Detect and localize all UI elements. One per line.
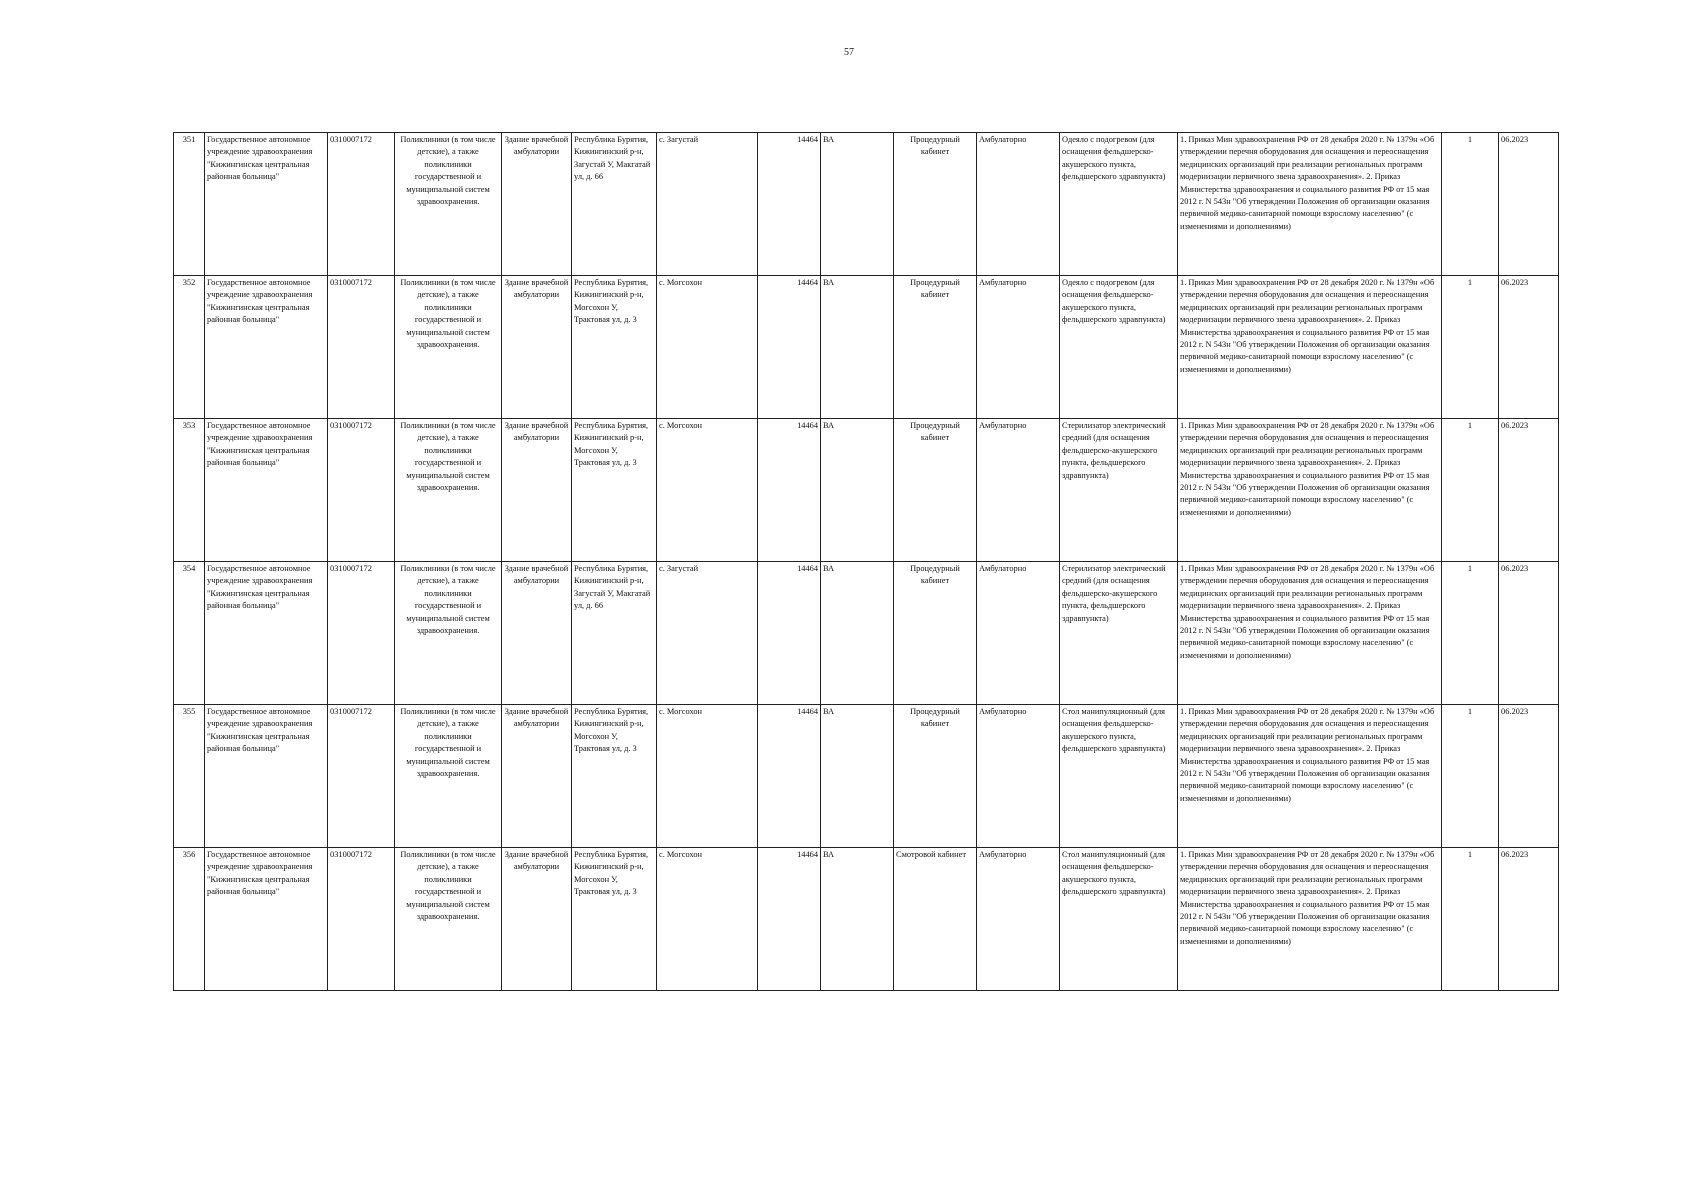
address: Республика Бурятия, Кижингинский р-н, Могсохон У, Трактовая ул, д. 3 (572, 705, 657, 848)
room: Процедурный кабинет (894, 562, 977, 705)
row-number: 351 (174, 133, 205, 276)
building: Здание врачебной амбулатории (502, 419, 572, 562)
quantity: 1 (1442, 562, 1499, 705)
row-number: 354 (174, 562, 205, 705)
equipment: Одеяло с подогревом (для оснащения фельдшерско-акушерского пункта, фельдшерского здравпункта) (1060, 133, 1178, 276)
row-number: 356 (174, 848, 205, 991)
locality: с. Могсохон (657, 705, 758, 848)
locality-code: 14464 (758, 848, 821, 991)
table-row (174, 419, 1559, 562)
legal-basis: 1. Приказ Мин здравоохранения РФ от 28 декабря 2020 г. № 1379н «Об утверждении перечня оборудования для оснащения и переоснащения медицинских организаций при реализации региональных программ модернизации первичного звена здравоохранения». 2. Приказ Министерства здравоохранения и социального развития РФ от 15 мая 2012 г. N 543н "Об утверждении Положения об организации оказания первичной медико-санитарной помощи взрослому населению" (с изменениями и дополнениями) (1178, 276, 1442, 419)
building: Здание врачебной амбулатории (502, 705, 572, 848)
care-form: Амбулаторно (977, 705, 1060, 848)
date: 06.2023 (1499, 276, 1559, 419)
legal-basis: 1. Приказ Мин здравоохранения РФ от 28 декабря 2020 г. № 1379н «Об утверждении перечня оборудования для оснащения и переоснащения медицинских организаций при реализации региональных программ модернизации первичного звена здравоохранения». 2. Приказ Министерства здравоохранения и социального развития РФ от 15 мая 2012 г. N 543н "Об утверждении Положения об организации оказания первичной медико-санитарной помощи взрослому населению" (с изменениями и дополнениями) (1178, 562, 1442, 705)
page-number: 57 (844, 47, 854, 58)
row-number: 353 (174, 419, 205, 562)
facility-type: Поликлиники (в том числе детские), а также поликлиники государственной и муниципальной систем здравоохранения. (395, 133, 502, 276)
locality-code: 14464 (758, 419, 821, 562)
facility-type: Поликлиники (в том числе детские), а также поликлиники государственной и муниципальной систем здравоохранения. (395, 276, 502, 419)
locality: с. Загустай (657, 562, 758, 705)
equipment: Стерилизатор электрический средний (для оснащения фельдшерско-акушерского пункта, фельдшерского здравпункта) (1060, 562, 1178, 705)
equipment: Стол манипуляционный (для оснащения фельдшерско-акушерского пункта, фельдшерского здравпункта) (1060, 848, 1178, 991)
address: Республика Бурятия, Кижингинский р-н, Загустай У, Макгатай ул, д. 66 (572, 562, 657, 705)
locality: с. Могсохон (657, 419, 758, 562)
organization-code: 0310007172 (328, 705, 395, 848)
date: 06.2023 (1499, 562, 1559, 705)
organization-code: 0310007172 (328, 562, 395, 705)
legal-basis: 1. Приказ Мин здравоохранения РФ от 28 декабря 2020 г. № 1379н «Об утверждении перечня оборудования для оснащения и переоснащения медицинских организаций при реализации региональных программ модернизации первичного звена здравоохранения». 2. Приказ Министерства здравоохранения и социального развития РФ от 15 мая 2012 г. N 543н "Об утверждении Положения об организации оказания первичной медико-санитарной помощи взрослому населению" (с изменениями и дополнениями) (1178, 133, 1442, 276)
organization-code: 0310007172 (328, 848, 395, 991)
address: Республика Бурятия, Кижингинский р-н, Могсохон У, Трактовая ул, д. 3 (572, 848, 657, 991)
room: Процедурный кабинет (894, 133, 977, 276)
locality: с. Могсохон (657, 276, 758, 419)
building: Здание врачебной амбулатории (502, 562, 572, 705)
facility-type: Поликлиники (в том числе детские), а также поликлиники государственной и муниципальной систем здравоохранения. (395, 562, 502, 705)
locality-code: 14464 (758, 562, 821, 705)
facility-type: Поликлиники (в том числе детские), а также поликлиники государственной и муниципальной систем здравоохранения. (395, 848, 502, 991)
organization-code: 0310007172 (328, 276, 395, 419)
organization-name: Государственное автономное учреждение здравоохранения "Кижингинская центральная районная больница" (205, 848, 328, 991)
care-form: Амбулаторно (977, 133, 1060, 276)
facility-type: Поликлиники (в том числе детские), а также поликлиники государственной и муниципальной систем здравоохранения. (395, 419, 502, 562)
equipment-table (173, 132, 1559, 991)
organization-code: 0310007172 (328, 133, 395, 276)
organization-name: Государственное автономное учреждение здравоохранения "Кижингинская центральная районная больница" (205, 276, 328, 419)
organization-code: 0310007172 (328, 419, 395, 562)
equipment: Стерилизатор электрический средний (для оснащения фельдшерско-акушерского пункта, фельдшерского здравпункта) (1060, 419, 1178, 562)
quantity: 1 (1442, 848, 1499, 991)
organization-name: Государственное автономное учреждение здравоохранения "Кижингинская центральная районная больница" (205, 419, 328, 562)
locality-code: 14464 (758, 276, 821, 419)
quantity: 1 (1442, 276, 1499, 419)
facility-type: Поликлиники (в том числе детские), а также поликлиники государственной и муниципальной систем здравоохранения. (395, 705, 502, 848)
unit-type: ВА (821, 562, 894, 705)
organization-name: Государственное автономное учреждение здравоохранения "Кижингинская центральная районная больница" (205, 133, 328, 276)
room: Процедурный кабинет (894, 276, 977, 419)
locality: с. Загустай (657, 133, 758, 276)
care-form: Амбулаторно (977, 848, 1060, 991)
unit-type: ВА (821, 276, 894, 419)
table-row (174, 705, 1559, 848)
building: Здание врачебной амбулатории (502, 848, 572, 991)
date: 06.2023 (1499, 848, 1559, 991)
care-form: Амбулаторно (977, 276, 1060, 419)
equipment: Стол манипуляционный (для оснащения фельдшерско-акушерского пункта, фельдшерского здравпункта) (1060, 705, 1178, 848)
unit-type: ВА (821, 848, 894, 991)
equipment: Одеяло с подогревом (для оснащения фельдшерско-акушерского пункта, фельдшерского здравпункта) (1060, 276, 1178, 419)
date: 06.2023 (1499, 133, 1559, 276)
locality-code: 14464 (758, 705, 821, 848)
unit-type: ВА (821, 705, 894, 848)
legal-basis: 1. Приказ Мин здравоохранения РФ от 28 декабря 2020 г. № 1379н «Об утверждении перечня оборудования для оснащения и переоснащения медицинских организаций при реализации региональных программ модернизации первичного звена здравоохранения». 2. Приказ Министерства здравоохранения и социального развития РФ от 15 мая 2012 г. N 543н "Об утверждении Положения об организации оказания первичной медико-санитарной помощи взрослому населению" (с изменениями и дополнениями) (1178, 705, 1442, 848)
legal-basis: 1. Приказ Мин здравоохранения РФ от 28 декабря 2020 г. № 1379н «Об утверждении перечня оборудования для оснащения и переоснащения медицинских организаций при реализации региональных программ модернизации первичного звена здравоохранения». 2. Приказ Министерства здравоохранения и социального развития РФ от 15 мая 2012 г. N 543н "Об утверждении Положения об организации оказания первичной медико-санитарной помощи взрослому населению" (с изменениями и дополнениями) (1178, 848, 1442, 991)
legal-basis: 1. Приказ Мин здравоохранения РФ от 28 декабря 2020 г. № 1379н «Об утверждении перечня оборудования для оснащения и переоснащения медицинских организаций при реализации региональных программ модернизации первичного звена здравоохранения». 2. Приказ Министерства здравоохранения и социального развития РФ от 15 мая 2012 г. N 543н "Об утверждении Положения об организации оказания первичной медико-санитарной помощи взрослому населению" (с изменениями и дополнениями) (1178, 419, 1442, 562)
care-form: Амбулаторно (977, 562, 1060, 705)
room: Смотровой кабинет (894, 848, 977, 991)
care-form: Амбулаторно (977, 419, 1060, 562)
address: Республика Бурятия, Кижингинский р-н, Могсохон У, Трактовая ул, д. 3 (572, 419, 657, 562)
quantity: 1 (1442, 419, 1499, 562)
quantity: 1 (1442, 705, 1499, 848)
locality-code: 14464 (758, 133, 821, 276)
table-row (174, 276, 1559, 419)
room: Процедурный кабинет (894, 419, 977, 562)
address: Республика Бурятия, Кижингинский р-н, Загустай У, Макгатай ул, д. 66 (572, 133, 657, 276)
date: 06.2023 (1499, 419, 1559, 562)
organization-name: Государственное автономное учреждение здравоохранения "Кижингинская центральная районная больница" (205, 705, 328, 848)
unit-type: ВА (821, 419, 894, 562)
table-row (174, 562, 1559, 705)
organization-name: Государственное автономное учреждение здравоохранения "Кижингинская центральная районная больница" (205, 562, 328, 705)
table-row (174, 848, 1559, 991)
row-number: 352 (174, 276, 205, 419)
row-number: 355 (174, 705, 205, 848)
address: Республика Бурятия, Кижингинский р-н, Могсохон У, Трактовая ул, д. 3 (572, 276, 657, 419)
locality: с. Могсохон (657, 848, 758, 991)
building: Здание врачебной амбулатории (502, 276, 572, 419)
building: Здание врачебной амбулатории (502, 133, 572, 276)
table-row (174, 133, 1559, 276)
unit-type: ВА (821, 133, 894, 276)
date: 06.2023 (1499, 705, 1559, 848)
quantity: 1 (1442, 133, 1499, 276)
room: Процедурный кабинет (894, 705, 977, 848)
